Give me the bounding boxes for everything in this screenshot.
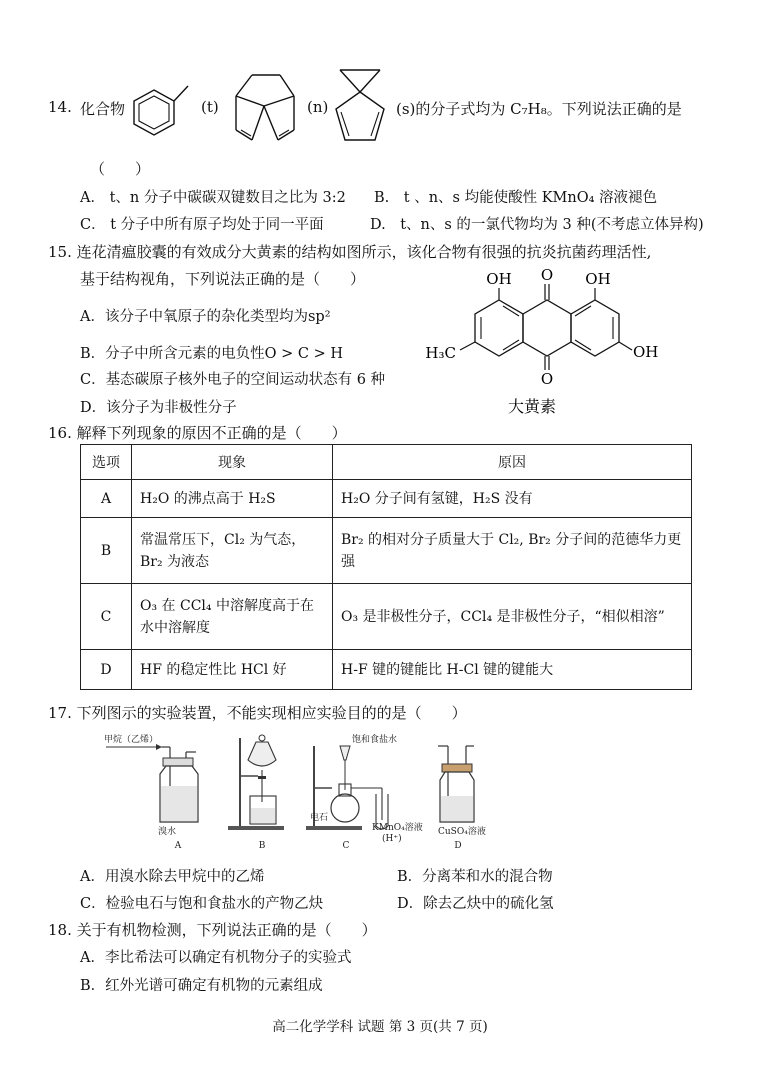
spiroheptadiene-structure	[328, 64, 396, 150]
apparatus-label-b: B	[258, 841, 266, 850]
emodin-oh-top-left: OH	[486, 270, 512, 288]
gas-inlet-label: 甲烷（乙烯）	[104, 735, 159, 745]
emodin-o-top: O	[540, 266, 554, 284]
q14-stem-tail: (s)的分子式均为 C₇H₈。下列说法正确的是	[396, 100, 682, 118]
q18-option-b: B．红外光谱可确定有机物的元素组成	[80, 978, 323, 994]
saturated-brine-label: 饱和食盐水	[352, 735, 398, 745]
q15-option-b: B．分子中所含元素的电负性O > C > H	[80, 346, 344, 362]
q17-option-c: C．检验电石与饱和食盐水的产物乙炔	[80, 896, 324, 912]
kmno4-acid-label: (H⁺)	[382, 834, 402, 844]
q15-option-a: A．该分子中氧原子的杂化类型均为sp²	[80, 309, 331, 325]
q14-answer-paren: （ ）	[90, 160, 151, 178]
bromine-water-label: 溴水	[158, 827, 177, 837]
q14-t-label: (t)	[201, 98, 219, 116]
q15-stem-line2: 基于结构视角，下列说法正确的是（ ）	[80, 270, 366, 288]
row-reason: H-F 键的键能比 H-Cl 键的键能大	[333, 650, 692, 690]
apparatus-label-c: C	[342, 841, 350, 850]
kmno4-solution-label: KMnO₄溶液	[372, 823, 423, 833]
header-option: 选项	[81, 445, 132, 480]
q15-option-d: D．该分子为非极性分子	[80, 400, 237, 416]
cuso4-solution-label: CuSO₄溶液	[438, 827, 486, 837]
emodin-structure	[420, 266, 660, 422]
q16-stem: 16. 解释下列现象的原因不正确的是（ ）	[48, 424, 347, 442]
emodin-o-bottom: O	[540, 370, 554, 388]
q18-stem: 18. 关于有机物检测，下列说法正确的是（ ）	[48, 921, 377, 939]
row-phenomenon: O₃ 在 CCl₄ 中溶解度高于在水中溶解度	[132, 584, 333, 650]
row-phenomenon: H₂O 的沸点高于 H₂S	[132, 480, 333, 518]
row-reason: O₃ 是非极性分子，CCl₄ 是非极性分子，“相似相溶”	[333, 584, 692, 650]
q17-apparatus-figure	[100, 730, 520, 850]
emodin-ch3: H₃C	[425, 344, 456, 362]
toluene-structure	[126, 78, 194, 140]
row-option: C	[81, 584, 132, 650]
row-option: D	[81, 650, 132, 690]
row-option: B	[81, 518, 132, 584]
row-reason: Br₂ 的相对分子质量大于 Cl₂, Br₂ 分子间的范德华力更强	[333, 518, 692, 584]
q18-option-a: A．李比希法可以确定有机物分子的实验式	[80, 950, 352, 966]
table-row	[81, 480, 692, 518]
header-phenomenon: 现象	[132, 445, 333, 480]
apparatus-label-a: A	[174, 841, 182, 850]
emodin-oh-right: OH	[633, 343, 659, 361]
q14-number: 14.	[48, 98, 72, 116]
q17-option-a: A．用溴水除去甲烷中的乙烯	[80, 869, 265, 885]
q16-table	[80, 444, 692, 690]
emodin-caption: 大黄素	[507, 397, 557, 416]
q14-option-d: D. t、n、s 的一氯代物均为 3 种(不考虑立体异构)	[370, 217, 704, 233]
apparatus-label-d: D	[454, 841, 462, 850]
table-row	[81, 584, 692, 650]
q14-option-c: C． t 分子中所有原子均处于同一平面	[80, 217, 324, 233]
q17-stem: 17. 下列图示的实验装置，不能实现相应实验目的的是（ ）	[48, 704, 467, 722]
q17-option-d: D．除去乙炔中的硫化氢	[397, 896, 554, 912]
q15-stem-line1: 15. 连花清瘟胶囊的有效成分大黄素的结构如图所示，该化合物有很强的抗炎抗菌药理活性,	[48, 243, 652, 261]
table-header-row	[81, 445, 692, 480]
q14-option-a: A． t、n 分子中碳碳双键数目之比为 3:2	[80, 190, 346, 206]
emodin-oh-top-right: OH	[585, 270, 611, 288]
q14-option-b: B. t 、n、s 均能使酸性 KMnO₄ 溶液褪色	[374, 190, 658, 206]
norbornadiene-structure	[222, 70, 306, 146]
q17-option-b: B．分离苯和水的混合物	[397, 869, 553, 885]
table-row	[81, 518, 692, 584]
row-option: A	[81, 480, 132, 518]
q14-lead: 化合物	[80, 100, 126, 118]
table-row	[81, 650, 692, 690]
q14-n-label: (n)	[307, 98, 329, 116]
calcium-carbide-label: 电石	[310, 813, 329, 823]
page-footer: 高二化学学科 试题 第 3 页(共 7 页)	[272, 1019, 488, 1035]
row-phenomenon: HF 的稳定性比 HCl 好	[132, 650, 333, 690]
row-phenomenon: 常温常压下，Cl₂ 为气态，Br₂ 为液态	[132, 518, 333, 584]
header-reason: 原因	[333, 445, 692, 480]
row-reason: H₂O 分子间有氢键，H₂S 没有	[333, 480, 692, 518]
q15-option-c: C．基态碳原子核外电子的空间运动状态有 6 种	[80, 372, 386, 388]
